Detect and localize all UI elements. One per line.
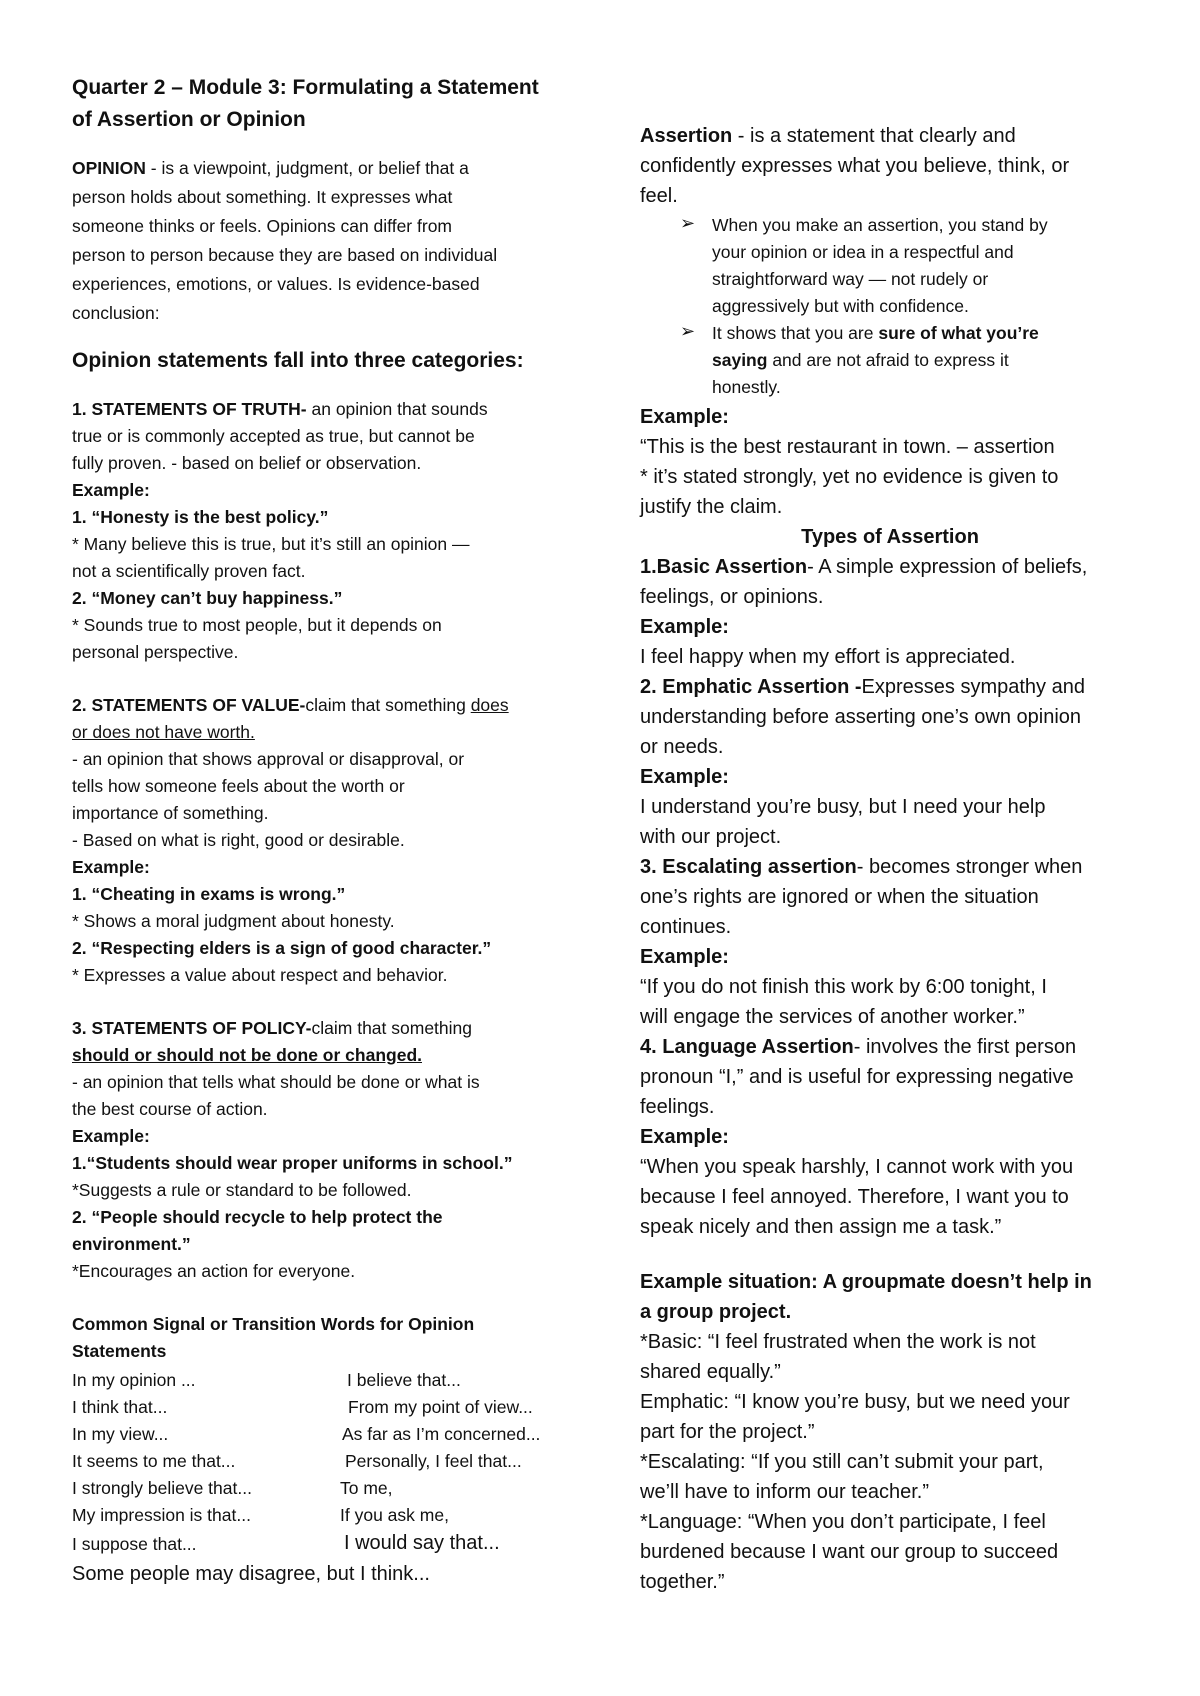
assertion-bullet-1: When you make an assertion, you stand by bbox=[712, 215, 1048, 235]
example-label: Example: bbox=[640, 766, 729, 788]
emphatic-assertion-example-line: with our project. bbox=[640, 826, 782, 848]
policy-example-2-cont: environment.” bbox=[72, 1234, 191, 1254]
truth-example-1-note: * Many believe this is true, but it’s still an opinion — bbox=[72, 534, 470, 554]
opinion-definition: OPINION - is a viewpoint, judgment, or belief that a bbox=[72, 158, 469, 178]
signal-word: As far as I’m concerned... bbox=[342, 1424, 541, 1444]
signal-word: I would say that... bbox=[344, 1532, 500, 1554]
situation-escalating-line: we’ll have to inform our teacher.” bbox=[640, 1481, 930, 1503]
language-assertion: 4. Language Assertion- involves the first person bbox=[640, 1036, 1077, 1058]
policy-example-1-note: *Suggests a rule or standard to be followed. bbox=[72, 1180, 412, 1200]
assertion-bullet-2-line: saying and are not afraid to express it bbox=[712, 350, 1009, 370]
basic-assertion-example: I feel happy when my effort is appreciated. bbox=[640, 646, 1016, 668]
example-situation-heading-line2: a group project. bbox=[640, 1301, 792, 1323]
language-assertion-line: pronoun “I,” and is useful for expressing negative bbox=[640, 1066, 1074, 1088]
signal-word: I believe that... bbox=[347, 1370, 461, 1390]
truth-example-2-note: * Sounds true to most people, but it depends on bbox=[72, 615, 442, 635]
example-label: Example: bbox=[72, 480, 150, 500]
signal-word: I think that... bbox=[72, 1397, 168, 1417]
policy-definition: 3. STATEMENTS OF POLICY-claim that something bbox=[72, 1018, 473, 1038]
opinion-definition-line: conclusion: bbox=[72, 303, 160, 323]
opinion-definition-line: person holds about something. It expresses what bbox=[72, 187, 453, 207]
situation-emphatic-line: part for the project.” bbox=[640, 1421, 815, 1443]
assertion-example-note: justify the claim. bbox=[640, 496, 783, 518]
signal-word: Personally, I feel that... bbox=[345, 1451, 522, 1471]
value-definition-line: or does not have worth. bbox=[72, 722, 255, 742]
opinion-definition-line: person to person because they are based on individual bbox=[72, 245, 498, 265]
value-definition-line: - an opinion that shows approval or disapproval, or bbox=[72, 749, 465, 769]
value-definition-line: importance of something. bbox=[72, 803, 269, 823]
assertion-example: “This is the best restaurant in town. – assertion bbox=[640, 436, 1055, 458]
language-assertion-line: feelings. bbox=[640, 1096, 715, 1118]
situation-escalating: *Escalating: “If you still can’t submit your part, bbox=[640, 1451, 1044, 1473]
situation-language: *Language: “When you don’t participate, I feel bbox=[640, 1511, 1046, 1533]
emphatic-assertion-example: I understand you’re busy, but I need your help bbox=[640, 796, 1046, 818]
signal-word: I suppose that... bbox=[72, 1534, 197, 1554]
assertion-bullet-1-line: straightforward way — not rudely or bbox=[712, 269, 989, 289]
situation-language-line: together.” bbox=[640, 1571, 725, 1593]
truth-example-2-note: personal perspective. bbox=[72, 642, 239, 662]
language-assertion-example-line: speak nicely and then assign me a task.” bbox=[640, 1216, 1002, 1238]
value-example-2-note: * Expresses a value about respect and behavior. bbox=[72, 965, 448, 985]
truth-example-1: 1. “Honesty is the best policy.” bbox=[72, 507, 329, 527]
signal-word: It seems to me that... bbox=[72, 1451, 236, 1471]
page-title: Quarter 2 – Module 3: Formulating a Statement bbox=[72, 76, 539, 99]
arrow-bullet-icon: ➢ bbox=[680, 213, 696, 233]
emphatic-assertion-line: understanding before asserting one’s own opinion bbox=[640, 706, 1082, 728]
example-situation-heading: Example situation: A groupmate doesn’t help in bbox=[640, 1271, 1092, 1293]
assertion-example-note: * it’s stated strongly, yet no evidence is given to bbox=[640, 466, 1059, 488]
value-example-1-note: * Shows a moral judgment about honesty. bbox=[72, 911, 395, 931]
signal-word: In my opinion ... bbox=[72, 1370, 196, 1390]
policy-definition-line: the best course of action. bbox=[72, 1099, 268, 1119]
assertion-definition: Assertion - is a statement that clearly and bbox=[640, 125, 1016, 147]
situation-basic: *Basic: “I feel frustrated when the work is not bbox=[640, 1331, 1036, 1353]
assertion-definition-line: confidently expresses what you believe, think, or bbox=[640, 155, 1070, 177]
truth-example-1-note: not a scientifically proven fact. bbox=[72, 561, 306, 581]
value-example-1: 1. “Cheating in exams is wrong.” bbox=[72, 884, 346, 904]
assertion-bullet-2-line: honestly. bbox=[712, 377, 781, 397]
signal-word: My impression is that... bbox=[72, 1505, 251, 1525]
truth-definition: 1. STATEMENTS OF TRUTH- an opinion that sounds bbox=[72, 399, 488, 419]
signal-words-heading: Common Signal or Transition Words for Opinion bbox=[72, 1314, 475, 1334]
escalating-assertion-example-line: will engage the services of another worker.” bbox=[640, 1006, 1025, 1028]
value-definition-line: tells how someone feels about the worth or bbox=[72, 776, 405, 796]
policy-definition-line: should or should not be done or changed. bbox=[72, 1045, 422, 1065]
assertion-definition-line: feel. bbox=[640, 185, 678, 207]
escalating-assertion-line: one’s rights are ignored or when the situation bbox=[640, 886, 1039, 908]
example-label: Example: bbox=[72, 1126, 150, 1146]
truth-example-2: 2. “Money can’t buy happiness.” bbox=[72, 588, 343, 608]
situation-language-line: burdened because I want our group to succeed bbox=[640, 1541, 1059, 1563]
language-assertion-example-line: because I feel annoyed. Therefore, I want you to bbox=[640, 1186, 1069, 1208]
policy-example-2: 2. “People should recycle to help protect the bbox=[72, 1207, 443, 1227]
basic-assertion-line: feelings, or opinions. bbox=[640, 586, 824, 608]
language-assertion-example: “When you speak harshly, I cannot work with you bbox=[640, 1156, 1074, 1178]
example-label: Example: bbox=[640, 406, 729, 428]
example-label: Example: bbox=[640, 616, 729, 638]
policy-example-2-note: *Encourages an action for everyone. bbox=[72, 1261, 356, 1281]
opinion-definition-line: experiences, emotions, or values. Is evidence-based bbox=[72, 274, 480, 294]
truth-definition-line: fully proven. - based on belief or observation. bbox=[72, 453, 422, 473]
assertion-bullet-2: It shows that you are sure of what you’re bbox=[712, 323, 1039, 343]
example-label: Example: bbox=[72, 857, 150, 877]
arrow-bullet-icon: ➢ bbox=[680, 321, 696, 341]
value-definition: 2. STATEMENTS OF VALUE-claim that something does bbox=[72, 695, 509, 715]
signal-word-last: Some people may disagree, but I think... bbox=[72, 1563, 430, 1585]
opinion-definition-line: someone thinks or feels. Opinions can differ from bbox=[72, 216, 453, 236]
signal-word: To me, bbox=[340, 1478, 393, 1498]
escalating-assertion-example: “If you do not finish this work by 6:00 tonight, I bbox=[640, 976, 1047, 998]
value-definition-line: - Based on what is right, good or desirable. bbox=[72, 830, 405, 850]
signal-word: If you ask me, bbox=[340, 1505, 449, 1525]
escalating-assertion: 3. Escalating assertion- becomes stronger when bbox=[640, 856, 1083, 878]
page-title-line2: of Assertion or Opinion bbox=[72, 108, 306, 131]
basic-assertion: 1.Basic Assertion- A simple expression of beliefs, bbox=[640, 556, 1088, 578]
signal-words-heading-line2: Statements bbox=[72, 1341, 167, 1361]
assertion-bullet-1-line: your opinion or idea in a respectful and bbox=[712, 242, 1014, 262]
value-example-2: 2. “Respecting elders is a sign of good character.” bbox=[72, 938, 492, 958]
policy-definition-line: - an opinion that tells what should be done or what is bbox=[72, 1072, 480, 1092]
signal-word: I strongly believe that... bbox=[72, 1478, 252, 1498]
situation-emphatic: Emphatic: “I know you’re busy, but we need your bbox=[640, 1391, 1070, 1413]
categories-heading: Opinion statements fall into three categories: bbox=[72, 349, 524, 372]
signal-word: From my point of view... bbox=[348, 1397, 533, 1417]
situation-basic-line: shared equally.” bbox=[640, 1361, 781, 1383]
signal-word: In my view... bbox=[72, 1424, 169, 1444]
truth-definition-line: true or is commonly accepted as true, but cannot be bbox=[72, 426, 475, 446]
emphatic-assertion-line: or needs. bbox=[640, 736, 724, 758]
assertion-bullet-1-line: aggressively but with confidence. bbox=[712, 296, 969, 316]
types-heading: Types of Assertion bbox=[801, 526, 979, 548]
policy-example-1: 1.“Students should wear proper uniforms in school.” bbox=[72, 1153, 513, 1173]
escalating-assertion-line: continues. bbox=[640, 916, 732, 938]
example-label: Example: bbox=[640, 946, 729, 968]
example-label: Example: bbox=[640, 1126, 729, 1148]
emphatic-assertion: 2. Emphatic Assertion -Expresses sympathy and bbox=[640, 676, 1085, 698]
